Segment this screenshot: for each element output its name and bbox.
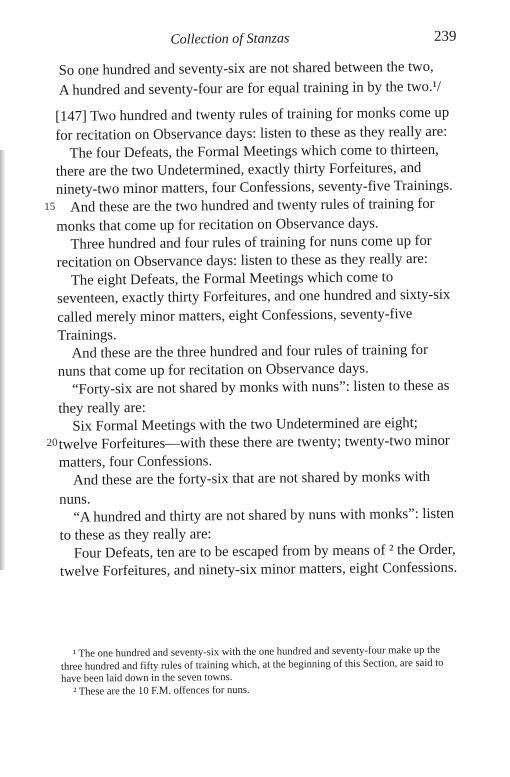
paragraph: The eight Defeats, the Formal Meetings which come to seventeen, exactly thirty Forfeitures, and one hundred and sixty-six called merely minor matters, eight Confessions, seventy-five Trainings. (57, 269, 451, 344)
margin-line-number: 15 (44, 200, 56, 213)
paragraph: Three hundred and four rules of training for nuns come up for recitation on Observance days: listen to these as they really are: (56, 232, 432, 271)
paragraph: Six Formal Meetings with the two Undetermined are eight; twelve Forfeitures—with these there are twenty; twenty-two minor matters, four Confessions. (58, 414, 450, 472)
paragraph: “Forty-six are not shared by monks with nuns”: listen to these as they really are: (58, 378, 450, 417)
running-title: Collection of Stanzas (170, 31, 290, 48)
footnote: ¹ The one hundred and seventy-six with the one hundred and seventy-four make up the three hundred and fifty rules of training which, at the beginning of this Section, are said to have been laid down in the seven towns. (60, 644, 444, 686)
paragraph: So one hundred and seventy-six are not shared between the two, (58, 58, 434, 79)
paragraph: And these are the two hundred and twenty rules of training for monks that come up for recitation on Observance days. (56, 196, 435, 235)
paragraph: The four Defeats, the Formal Meetings which come to thirteen, there are the two Undetermined, exactly thirty Forfeitures, and ninety-two minor matters, four Confessions, seventy-five Trainings. (55, 141, 453, 199)
paragraph: “A hundred and thirty are not shared by nuns with monks”: listen to these as they really are: (59, 505, 455, 544)
paragraph: [147] Two hundred and twenty rules of training for monks come up for recitation on Observance days: listen to these as they really are: (55, 105, 450, 144)
paragraph: A hundred and seventy-four are for equal training in by the two.¹/ (58, 79, 442, 100)
page-number: 239 (433, 28, 457, 45)
paragraph: Four Defeats, ten are to be escaped from by means of ² the Order, twelve Forfeitures, and ninety-six minor matters, eight Confessions. (59, 541, 458, 581)
margin-line-number: 20 (46, 436, 58, 449)
scan-shadow-edge (0, 150, 6, 570)
main-text (44, 58, 460, 582)
page-header (40, 30, 460, 54)
paragraph: And these are the forty-six that are not shared by monks with nuns. (59, 469, 431, 508)
footnote: ² These are the 10 F.M. offences for nuns. (73, 684, 250, 698)
footnotes (61, 645, 462, 700)
book-page (40, 0, 468, 777)
paragraph: And these are the three hundred and four rules of training for nuns that come up for recitation on Observance days. (57, 342, 428, 381)
